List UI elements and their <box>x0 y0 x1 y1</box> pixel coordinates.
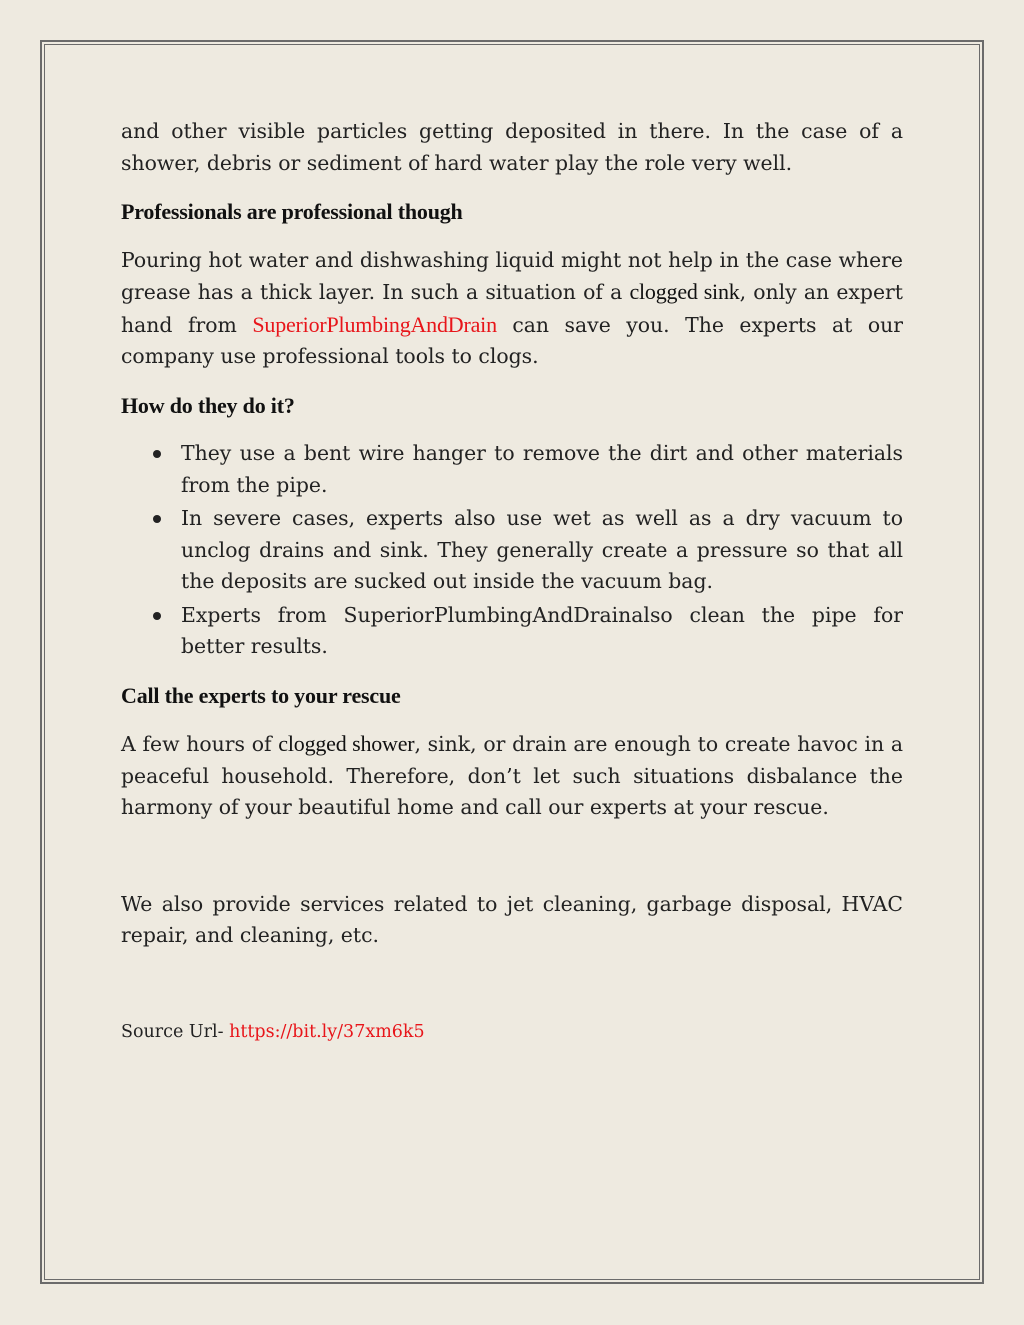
methods-list <box>121 438 903 663</box>
bullet-icon <box>153 450 161 458</box>
list-item <box>121 438 903 501</box>
list-item <box>121 503 903 598</box>
list-item <box>121 600 903 663</box>
list-item-text: Experts from SuperiorPlumbingAndDrainalso clean the pipe for better results. <box>181 602 903 658</box>
paragraph-text: , only an expert hand from <box>121 280 903 337</box>
bullet-icon <box>153 515 161 523</box>
intro-paragraph: and other visible particles getting deposited in there. In the case of a shower, debris or sediment of hard water play the role very well. <box>121 119 903 175</box>
heading-how-do-they: How do they do it? <box>121 392 295 418</box>
list-item-text: They use a bent wire hanger to remove the dirt and other materials from the pipe. <box>181 441 903 497</box>
paragraph-call-experts <box>121 728 903 824</box>
heading-professionals: Professionals are professional though <box>121 199 463 224</box>
list-item-text: In severe cases, experts also use wet as well as a dry vacuum to unclog drains and sink. They generally create a pressure so that all the deposits are sucked out inside the vacuum bag. <box>181 506 903 593</box>
source-url-link[interactable]: https://bit.ly/37xm6k5 <box>229 1021 425 1042</box>
heading-call-experts: Call the experts to your rescue <box>121 682 401 708</box>
paragraph-professionals <box>121 245 903 373</box>
source-label: Source Url- <box>121 1021 230 1042</box>
bullet-icon <box>153 612 161 620</box>
source-line <box>121 1018 903 1046</box>
paragraph-text: can save you. The experts at our company use professional tools to clogs. <box>121 312 903 368</box>
paragraph-services: We also provide services related to jet cleaning, garbage disposal, HVAC repair, and cleaning, etc. <box>121 891 903 947</box>
keyword-clogged-shower: clogged shower <box>278 731 415 756</box>
paragraph-text: , sink, or drain are enough to create havoc in a peaceful household. Therefore, don’t let such situations disbalance the harmony of your beautiful home and call our experts at your rescue. <box>121 732 904 819</box>
paragraph-text: Pouring hot water and dishwashing liquid might not help in the case where grease has a thick layer. In such a situation of a <box>121 247 903 304</box>
keyword-clogged-sink: clogged sink <box>629 279 740 304</box>
paragraph-text: A few hours of <box>121 732 279 756</box>
document-body <box>121 116 903 1046</box>
brand-link[interactable]: SuperiorPlumbingAndDrain <box>252 311 497 337</box>
